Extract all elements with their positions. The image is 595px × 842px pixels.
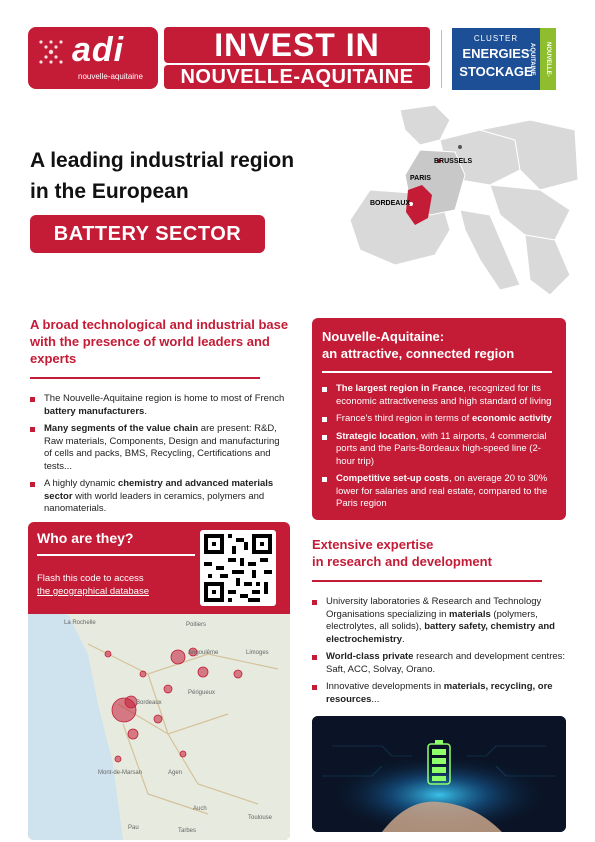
connected-list: [322, 383, 556, 511]
connected-list-item: Competitive set-up costs, on average 20 to 30% lower for salaries and real estate, compared to the Paris region: [322, 473, 556, 511]
map-place-label: Pau: [128, 825, 139, 831]
base-list-item: A highly dynamic chemistry and advanced materials sector with world leaders in ceramics, polymers and nanomaterials.: [30, 478, 290, 516]
adi-logo-subtitle: nouvelle-aquitaine: [78, 72, 143, 81]
page-title: [30, 145, 340, 207]
map-place-label: Tarbes: [178, 828, 197, 834]
connected-heading-line1: Nouvelle-Aquitaine:: [322, 329, 445, 344]
map-place-label: Angoulême: [188, 650, 219, 656]
invest-line2: NOUVELLE-AQUITAINE: [164, 65, 430, 89]
research-section: [312, 536, 568, 711]
invest-banner: [164, 27, 430, 89]
who-divider: [37, 554, 195, 556]
who-database-link[interactable]: the geographical database: [37, 586, 149, 597]
research-list-item: Innovative developments in materials, recycling, ore resources...: [312, 681, 568, 706]
page-title-line1: A leading industrial region: [30, 149, 295, 172]
connected-list-item: France's third region in terms of economic activity: [322, 413, 556, 426]
connected-heading-line2: an attractive, connected region: [322, 346, 515, 361]
battery-sector-badge: BATTERY SECTOR: [30, 215, 265, 253]
adi-logo-text: adi: [72, 31, 125, 69]
page-title-line2: in the European: [30, 180, 189, 203]
map-place-label: Limoges: [246, 650, 269, 656]
cluster-label: CLUSTER: [473, 34, 519, 43]
base-list: [30, 393, 290, 516]
cluster-line1: ENERGIES: [462, 46, 530, 61]
connected-list-item: The largest region in France, recognized for its economic attractiveness and high standard of living: [322, 383, 556, 408]
who-text-line1: Flash this code to access: [37, 573, 144, 584]
research-list-item: World-class private research and development centres: Saft, ACC, Solvay, Orano.: [312, 651, 568, 676]
connected-list-item: Strategic location, with 11 airports, 4 commercial ports and the Paris-Bordeaux high-speed line (2-hour trip): [322, 431, 556, 469]
base-list-item: Many segments of the value chain are present: R&D, Raw materials, Components, Design and manufacturing of cells and packs, BMS, Recycling, Certifications and tests...: [30, 423, 290, 473]
research-heading-line1: Extensive expertise: [312, 537, 434, 552]
battery-hand-image: [312, 716, 566, 832]
brussels-dot: [458, 145, 462, 149]
map-place-label: Bordeaux: [136, 700, 162, 706]
research-heading-line2: in research and development: [312, 554, 492, 569]
who-title: Who are they?: [37, 530, 134, 546]
cluster-line2: STOCKAGE: [459, 64, 533, 79]
map-label-paris: PARIS: [410, 175, 431, 182]
base-section: [30, 316, 290, 521]
map-place-label: Périgueux: [188, 690, 216, 696]
connected-divider: [322, 371, 552, 373]
europe-map: [340, 100, 580, 300]
map-place-label: Toulouse: [248, 815, 273, 821]
connected-region-box: [312, 318, 566, 520]
research-divider: [312, 580, 542, 582]
base-heading: A broad technological and industrial base with the presence of world leaders and experts: [30, 317, 289, 366]
adi-logo: [28, 27, 158, 89]
research-list: [312, 596, 568, 706]
adi-dots-icon: [36, 37, 66, 67]
who-are-they-box: [28, 522, 290, 840]
cluster-region-tag: NOUVELLE-AQUITAINE: [540, 28, 556, 90]
research-list-item: University laboratories & Research and Technology Organisations specializing in materials (polymers, electrolytes, all solids), battery safety, chemistry and electrochemistry.: [312, 596, 568, 646]
battery-glow-illustration: [312, 716, 566, 832]
base-list-item: The Nouvelle-Aquitaine region is home to most of French battery manufacturers.: [30, 393, 290, 418]
header-divider: [441, 30, 442, 88]
map-place-label: Auch: [193, 806, 207, 812]
map-label-bordeaux: BORDEAUX: [370, 200, 411, 207]
base-divider: [30, 377, 260, 379]
qr-code-icon: [204, 534, 272, 602]
map-label-brussels: BRUSSELS: [434, 158, 473, 165]
map-place-label: Poitiers: [186, 622, 207, 628]
invest-line1: INVEST IN: [164, 27, 430, 63]
map-place-label: La Rochelle: [64, 620, 96, 626]
companies-map[interactable]: [28, 614, 290, 840]
map-place-label: Mont-de-Marsan: [98, 770, 143, 776]
who-text: [37, 572, 149, 598]
qr-code[interactable]: [200, 530, 276, 606]
map-place-label: Agen: [168, 770, 183, 776]
